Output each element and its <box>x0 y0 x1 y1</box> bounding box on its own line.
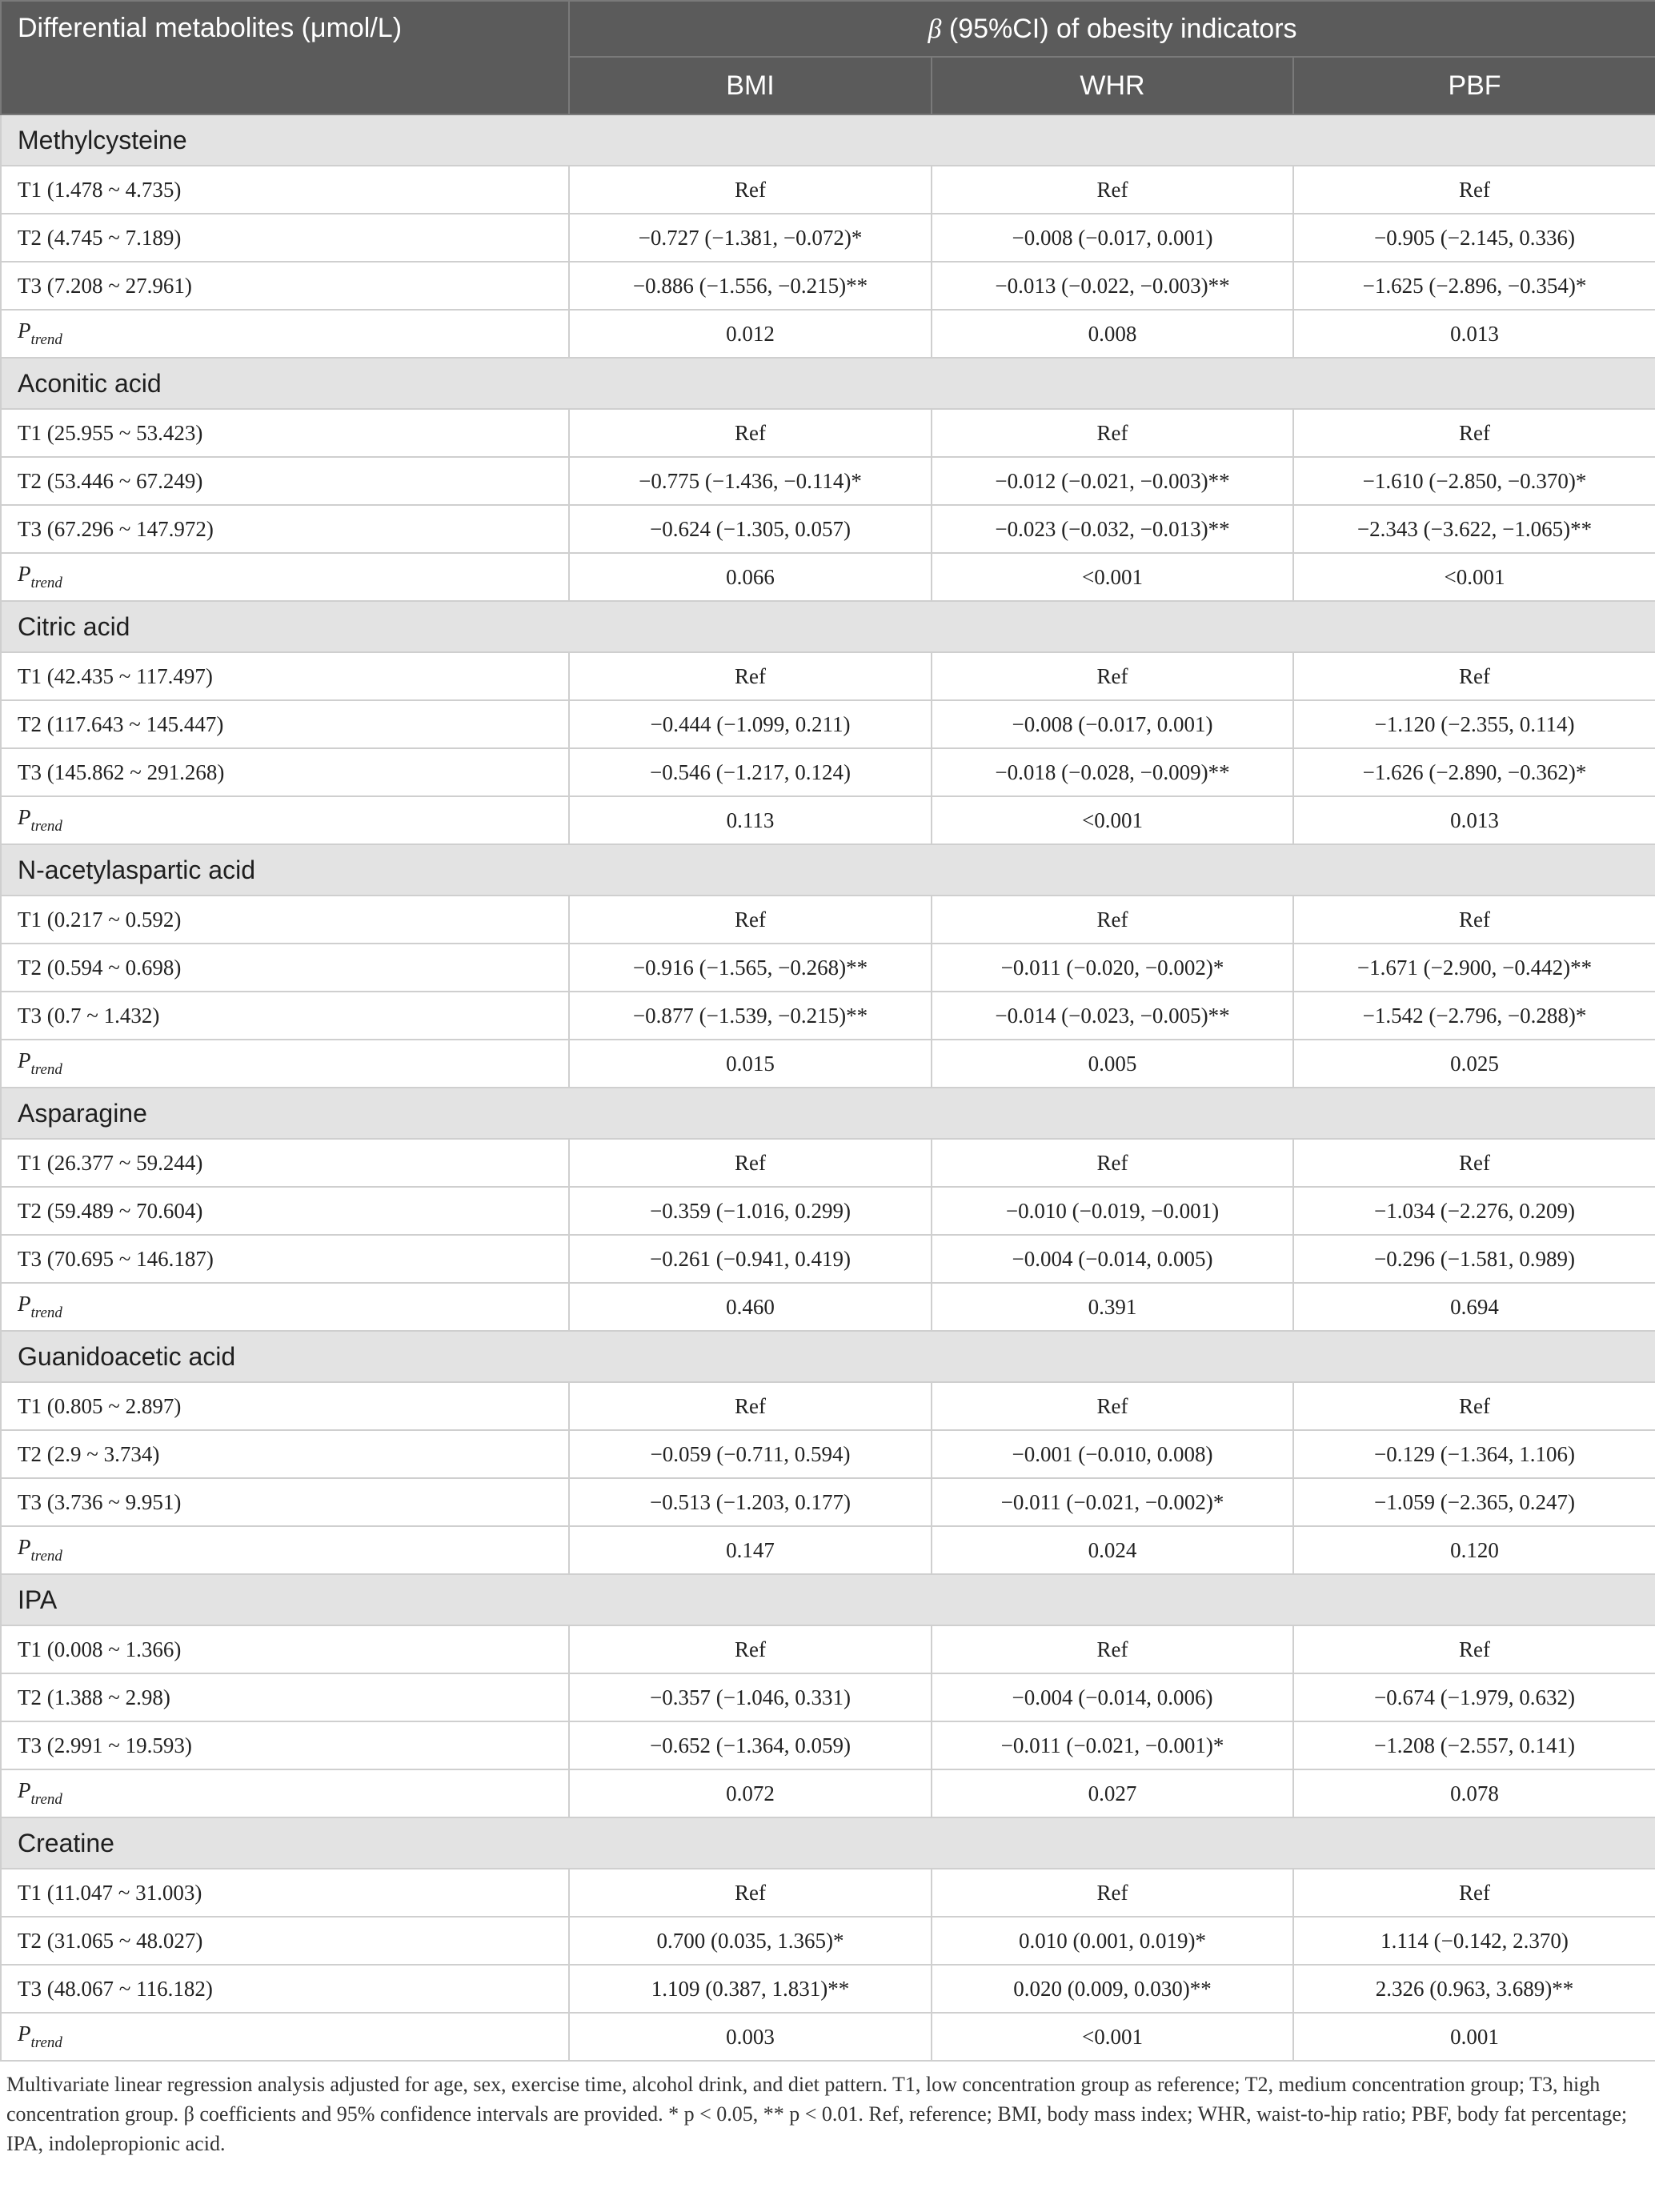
bmi-column-header: BMI <box>569 57 932 114</box>
whr-value-cell: −0.001 (−0.010, 0.008) <box>932 1430 1293 1478</box>
tertile-label: T2 (117.643 ~ 145.447) <box>1 700 569 748</box>
pbf-value-cell: Ref <box>1293 166 1655 214</box>
tertile-label: T3 (48.067 ~ 116.182) <box>1 1965 569 2013</box>
tertile-row <box>1 409 1655 457</box>
tertile-label: T2 (4.745 ~ 7.189) <box>1 214 569 262</box>
tertile-row <box>1 457 1655 505</box>
tertile-label: T1 (11.047 ~ 31.003) <box>1 1869 569 1917</box>
metabolite-group-row <box>1 601 1655 652</box>
metabolite-name: Citric acid <box>1 601 1655 652</box>
p-symbol: P <box>18 2022 31 2046</box>
metabolite-group-row <box>1 114 1655 166</box>
table-header <box>1 1 1655 114</box>
p-trend-row <box>1 1769 1655 1817</box>
tertile-row <box>1 652 1655 700</box>
metabolite-name: Guanidoacetic acid <box>1 1331 1655 1382</box>
pbf-value-cell: −0.674 (−1.979, 0.632) <box>1293 1673 1655 1721</box>
tertile-row <box>1 1673 1655 1721</box>
tertile-label: T2 (0.594 ~ 0.698) <box>1 944 569 992</box>
whr-value-cell: −0.011 (−0.020, −0.002)* <box>932 944 1293 992</box>
tertile-label: T3 (67.296 ~ 147.972) <box>1 505 569 553</box>
pbf-p-trend-value: <0.001 <box>1293 553 1655 601</box>
p-symbol: P <box>18 1778 31 1802</box>
p-symbol: P <box>18 562 31 586</box>
p-subscript: trend <box>30 1304 62 1321</box>
bmi-value-cell: −0.357 (−1.046, 0.331) <box>569 1673 932 1721</box>
tertile-label: T2 (2.9 ~ 3.734) <box>1 1430 569 1478</box>
tertile-row <box>1 1721 1655 1769</box>
p-trend-row <box>1 1526 1655 1574</box>
whr-value-cell: −0.004 (−0.014, 0.005) <box>932 1235 1293 1283</box>
tertile-row <box>1 1139 1655 1187</box>
table-body <box>1 114 1655 2061</box>
whr-value-cell: 0.020 (0.009, 0.030)** <box>932 1965 1293 2013</box>
tertile-row <box>1 262 1655 310</box>
whr-value-cell: −0.011 (−0.021, −0.001)* <box>932 1721 1293 1769</box>
whr-value-cell: −0.004 (−0.014, 0.006) <box>932 1673 1293 1721</box>
pbf-value-cell: −1.625 (−2.896, −0.354)* <box>1293 262 1655 310</box>
whr-value-cell: Ref <box>932 1382 1293 1430</box>
bmi-p-trend-value: 0.072 <box>569 1769 932 1817</box>
bmi-value-cell: −0.775 (−1.436, −0.114)* <box>569 457 932 505</box>
whr-value-cell: Ref <box>932 1869 1293 1917</box>
whr-p-trend-value: 0.027 <box>932 1769 1293 1817</box>
whr-value-cell: Ref <box>932 896 1293 944</box>
pbf-value-cell: −0.129 (−1.364, 1.106) <box>1293 1430 1655 1478</box>
pbf-p-trend-value: 0.001 <box>1293 2013 1655 2061</box>
bmi-p-trend-value: 0.012 <box>569 310 932 358</box>
tertile-label: T3 (7.208 ~ 27.961) <box>1 262 569 310</box>
whr-value-cell: Ref <box>932 1139 1293 1187</box>
p-trend-label <box>1 553 569 601</box>
tertile-row <box>1 214 1655 262</box>
tertile-row <box>1 944 1655 992</box>
bmi-p-trend-value: 0.460 <box>569 1283 932 1331</box>
tertile-label: T3 (70.695 ~ 146.187) <box>1 1235 569 1283</box>
pbf-value-cell: −1.059 (−2.365, 0.247) <box>1293 1478 1655 1526</box>
metabolite-name: Asparagine <box>1 1088 1655 1139</box>
pbf-value-cell: 2.326 (0.963, 3.689)** <box>1293 1965 1655 2013</box>
whr-value-cell: Ref <box>932 1625 1293 1673</box>
bmi-value-cell: Ref <box>569 409 932 457</box>
tertile-label: T2 (59.489 ~ 70.604) <box>1 1187 569 1235</box>
whr-value-cell: −0.014 (−0.023, −0.005)** <box>932 992 1293 1040</box>
bmi-value-cell: −0.261 (−0.941, 0.419) <box>569 1235 932 1283</box>
tertile-row <box>1 1430 1655 1478</box>
pbf-value-cell: 1.114 (−0.142, 2.370) <box>1293 1917 1655 1965</box>
whr-value-cell: −0.018 (−0.028, −0.009)** <box>932 748 1293 796</box>
pbf-p-trend-value: 0.120 <box>1293 1526 1655 1574</box>
bmi-value-cell: Ref <box>569 652 932 700</box>
pbf-value-cell: Ref <box>1293 1869 1655 1917</box>
whr-value-cell: Ref <box>932 652 1293 700</box>
bmi-value-cell: −0.546 (−1.217, 0.124) <box>569 748 932 796</box>
pbf-p-trend-value: 0.013 <box>1293 310 1655 358</box>
p-trend-row <box>1 310 1655 358</box>
p-subscript: trend <box>30 331 62 348</box>
p-symbol: P <box>18 805 31 829</box>
bmi-value-cell: Ref <box>569 1625 932 1673</box>
p-subscript: trend <box>30 1548 62 1565</box>
tertile-row <box>1 896 1655 944</box>
tertile-row <box>1 1625 1655 1673</box>
pbf-p-trend-value: 0.078 <box>1293 1769 1655 1817</box>
p-symbol: P <box>18 1048 31 1072</box>
pbf-value-cell: Ref <box>1293 1625 1655 1673</box>
whr-value-cell: −0.008 (−0.017, 0.001) <box>932 214 1293 262</box>
whr-value-cell: −0.023 (−0.032, −0.013)** <box>932 505 1293 553</box>
bmi-value-cell: −0.059 (−0.711, 0.594) <box>569 1430 932 1478</box>
tertile-label: T1 (1.478 ~ 4.735) <box>1 166 569 214</box>
whr-value-cell: 0.010 (0.001, 0.019)* <box>932 1917 1293 1965</box>
metabolite-group-row <box>1 1574 1655 1625</box>
p-trend-row <box>1 796 1655 844</box>
p-trend-label <box>1 1283 569 1331</box>
pbf-value-cell: Ref <box>1293 896 1655 944</box>
beta-symbol: β <box>928 14 942 44</box>
bmi-value-cell: −0.727 (−1.381, −0.072)* <box>569 214 932 262</box>
whr-value-cell: −0.010 (−0.019, −0.001) <box>932 1187 1293 1235</box>
pbf-column-header: PBF <box>1293 57 1655 114</box>
tertile-label: T1 (26.377 ~ 59.244) <box>1 1139 569 1187</box>
tertile-row <box>1 1187 1655 1235</box>
pbf-value-cell: −2.343 (−3.622, −1.065)** <box>1293 505 1655 553</box>
p-trend-label <box>1 796 569 844</box>
pbf-value-cell: −0.296 (−1.581, 0.989) <box>1293 1235 1655 1283</box>
bmi-p-trend-value: 0.015 <box>569 1040 932 1088</box>
metabolite-name: Methylcysteine <box>1 114 1655 166</box>
metabolite-group-row <box>1 1331 1655 1382</box>
p-symbol: P <box>18 1535 31 1559</box>
tertile-label: T2 (53.446 ~ 67.249) <box>1 457 569 505</box>
tertile-label: T1 (0.805 ~ 2.897) <box>1 1382 569 1430</box>
tertile-row <box>1 1478 1655 1526</box>
p-trend-label <box>1 1526 569 1574</box>
pbf-value-cell: −1.208 (−2.557, 0.141) <box>1293 1721 1655 1769</box>
whr-p-trend-value: <0.001 <box>932 796 1293 844</box>
bmi-value-cell: Ref <box>569 1869 932 1917</box>
p-subscript: trend <box>30 575 62 591</box>
tertile-label: T3 (145.862 ~ 291.268) <box>1 748 569 796</box>
tertile-label: T2 (31.065 ~ 48.027) <box>1 1917 569 1965</box>
whr-p-trend-value: <0.001 <box>932 2013 1293 2061</box>
p-trend-label <box>1 1040 569 1088</box>
whr-value-cell: −0.008 (−0.017, 0.001) <box>932 700 1293 748</box>
metabolite-name: N-acetylaspartic acid <box>1 844 1655 896</box>
tertile-row <box>1 700 1655 748</box>
pbf-p-trend-value: 0.694 <box>1293 1283 1655 1331</box>
bmi-value-cell: −0.359 (−1.016, 0.299) <box>569 1187 932 1235</box>
pbf-value-cell: −1.034 (−2.276, 0.209) <box>1293 1187 1655 1235</box>
metabolite-group-row <box>1 1088 1655 1139</box>
tertile-label: T1 (0.217 ~ 0.592) <box>1 896 569 944</box>
whr-p-trend-value: <0.001 <box>932 553 1293 601</box>
pbf-p-trend-value: 0.025 <box>1293 1040 1655 1088</box>
p-trend-row <box>1 1283 1655 1331</box>
whr-column-header: WHR <box>932 57 1293 114</box>
pbf-value-cell: −1.626 (−2.890, −0.362)* <box>1293 748 1655 796</box>
bmi-value-cell: −0.886 (−1.556, −0.215)** <box>569 262 932 310</box>
bmi-value-cell: −0.916 (−1.565, −0.268)** <box>569 944 932 992</box>
metabolite-name: IPA <box>1 1574 1655 1625</box>
p-trend-row <box>1 553 1655 601</box>
metabolite-group-row <box>1 844 1655 896</box>
bmi-value-cell: Ref <box>569 1382 932 1430</box>
whr-p-trend-value: 0.391 <box>932 1283 1293 1331</box>
p-subscript: trend <box>30 1791 62 1808</box>
obesity-indicators-group-header <box>569 1 1655 57</box>
bmi-p-trend-value: 0.113 <box>569 796 932 844</box>
bmi-value-cell: 0.700 (0.035, 1.365)* <box>569 1917 932 1965</box>
tertile-row <box>1 166 1655 214</box>
tertile-row <box>1 1235 1655 1283</box>
bmi-value-cell: −0.877 (−1.539, −0.215)** <box>569 992 932 1040</box>
whr-value-cell: −0.013 (−0.022, −0.003)** <box>932 262 1293 310</box>
bmi-value-cell: Ref <box>569 896 932 944</box>
p-subscript: trend <box>30 2034 62 2051</box>
tertile-row <box>1 1382 1655 1430</box>
tertile-row <box>1 748 1655 796</box>
pbf-value-cell: Ref <box>1293 1382 1655 1430</box>
p-subscript: trend <box>30 818 62 835</box>
p-trend-row <box>1 2013 1655 2061</box>
whr-value-cell: −0.012 (−0.021, −0.003)** <box>932 457 1293 505</box>
pbf-value-cell: Ref <box>1293 652 1655 700</box>
table-footnote: Multivariate linear regression analysis adjusted for age, sex, exercise time, alcohol drink, and diet pattern. T1, low concentration group as reference; T2, medium concentration group; T3, high concentration group. β coefficients and 95% confidence intervals are provided. * p < 0.05, ** p < 0.01. Ref, reference; BMI, body mass index; WHR, waist-to-hip ratio; PBF, body fat percentage; IPA, indolepropionic acid. <box>6 2073 1628 2155</box>
p-trend-row <box>1 1040 1655 1088</box>
tertile-label: T3 (3.736 ~ 9.951) <box>1 1478 569 1526</box>
tertile-label: T1 (25.955 ~ 53.423) <box>1 409 569 457</box>
bmi-value-cell: Ref <box>569 1139 932 1187</box>
tertile-label: T2 (1.388 ~ 2.98) <box>1 1673 569 1721</box>
tertile-label: T3 (0.7 ~ 1.432) <box>1 992 569 1040</box>
p-symbol: P <box>18 319 31 343</box>
pbf-value-cell: −0.905 (−2.145, 0.336) <box>1293 214 1655 262</box>
pbf-value-cell: −1.120 (−2.355, 0.114) <box>1293 700 1655 748</box>
pbf-value-cell: −1.671 (−2.900, −0.442)** <box>1293 944 1655 992</box>
tertile-row <box>1 992 1655 1040</box>
bmi-value-cell: −0.652 (−1.364, 0.059) <box>569 1721 932 1769</box>
p-symbol: P <box>18 1292 31 1316</box>
tertile-label: T1 (42.435 ~ 117.497) <box>1 652 569 700</box>
pbf-value-cell: Ref <box>1293 409 1655 457</box>
bmi-p-trend-value: 0.066 <box>569 553 932 601</box>
bmi-p-trend-value: 0.003 <box>569 2013 932 2061</box>
whr-p-trend-value: 0.008 <box>932 310 1293 358</box>
p-trend-label <box>1 2013 569 2061</box>
metabolite-group-row <box>1 1817 1655 1869</box>
pbf-value-cell: −1.610 (−2.850, −0.370)* <box>1293 457 1655 505</box>
whr-p-trend-value: 0.024 <box>932 1526 1293 1574</box>
metabolite-name: Creatine <box>1 1817 1655 1869</box>
group-header-text: (95%CI) of obesity indicators <box>941 13 1297 44</box>
tertile-row <box>1 1869 1655 1917</box>
metabolite-column-header: Differential metabolites (μmol/L) <box>1 1 569 114</box>
tertile-row <box>1 505 1655 553</box>
metabolite-name: Aconitic acid <box>1 358 1655 409</box>
p-trend-label <box>1 1769 569 1817</box>
bmi-p-trend-value: 0.147 <box>569 1526 932 1574</box>
whr-value-cell: Ref <box>932 166 1293 214</box>
whr-value-cell: −0.011 (−0.021, −0.002)* <box>932 1478 1293 1526</box>
bmi-value-cell: −0.513 (−1.203, 0.177) <box>569 1478 932 1526</box>
bmi-value-cell: Ref <box>569 166 932 214</box>
p-subscript: trend <box>30 1061 62 1078</box>
whr-p-trend-value: 0.005 <box>932 1040 1293 1088</box>
metabolite-group-row <box>1 358 1655 409</box>
bmi-value-cell: 1.109 (0.387, 1.831)** <box>569 1965 932 2013</box>
pbf-p-trend-value: 0.013 <box>1293 796 1655 844</box>
whr-value-cell: Ref <box>932 409 1293 457</box>
pbf-value-cell: Ref <box>1293 1139 1655 1187</box>
tertile-row <box>1 1965 1655 2013</box>
tertile-label: T1 (0.008 ~ 1.366) <box>1 1625 569 1673</box>
bmi-value-cell: −0.624 (−1.305, 0.057) <box>569 505 932 553</box>
tertile-row <box>1 1917 1655 1965</box>
bmi-value-cell: −0.444 (−1.099, 0.211) <box>569 700 932 748</box>
tertile-label: T3 (2.991 ~ 19.593) <box>1 1721 569 1769</box>
pbf-value-cell: −1.542 (−2.796, −0.288)* <box>1293 992 1655 1040</box>
p-trend-label <box>1 310 569 358</box>
